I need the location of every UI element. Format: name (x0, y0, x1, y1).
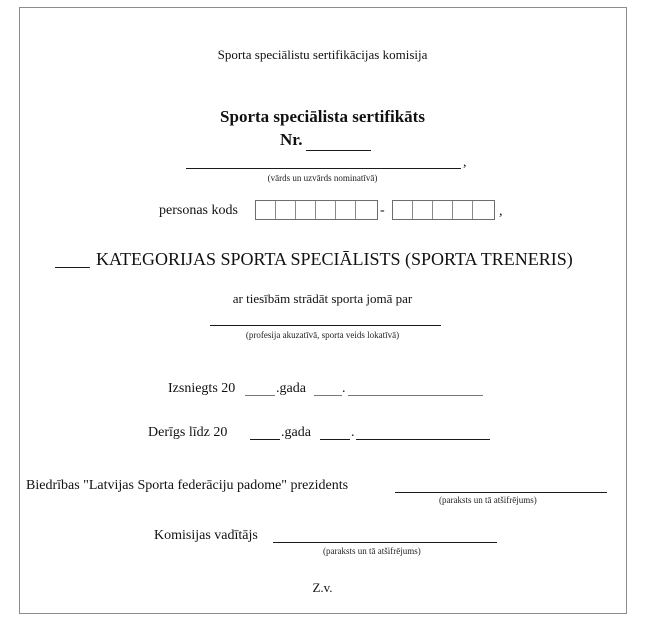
profession-line (210, 325, 441, 326)
valid-day-line (320, 439, 350, 440)
rights-text: ar tiesībām strādāt sporta jomā par (232, 291, 413, 306)
certificate-number-label: Nr. (280, 130, 303, 149)
name-line (186, 168, 461, 169)
stamp-label: Z.v. (312, 580, 333, 595)
chair-signature-hint: (paraksts un tā atšifrējums) (323, 546, 421, 556)
issued-day-line (314, 395, 342, 396)
commission-name: Sporta speciālistu sertifikācijas komisija (217, 47, 428, 62)
certificate-title: Sporta speciālista sertifikāts (220, 107, 425, 126)
personal-code-second-part[interactable] (392, 200, 495, 220)
president-signature-hint: (paraksts un tā atšifrējums) (439, 495, 537, 505)
valid-month-line (356, 439, 490, 440)
personal-code-comma: , (499, 204, 503, 219)
personal-code-digit-box[interactable] (393, 201, 413, 219)
issued-year-suffix: .gada (276, 381, 306, 396)
certificate-number-line (306, 150, 371, 151)
valid-dot: . (351, 425, 355, 440)
issued-month-line (348, 395, 483, 396)
personal-code-digit-box[interactable] (413, 201, 433, 219)
issued-prefix: Izsniegts 20 (168, 381, 236, 396)
issued-dot: . (342, 381, 346, 396)
certificate-frame (19, 7, 627, 614)
personal-code-label: personas kods (159, 203, 238, 218)
personal-code-digit-box[interactable] (336, 201, 356, 219)
valid-prefix: Derīgs līdz 20 (148, 425, 228, 440)
name-comma: , (463, 155, 467, 170)
issued-year-line (245, 395, 275, 396)
personal-code-digit-box[interactable] (433, 201, 453, 219)
personal-code-separator: - (380, 203, 385, 218)
personal-code-digit-box[interactable] (316, 201, 336, 219)
chair-label: Komisijas vadītājs (154, 528, 258, 543)
category-blank-line (55, 267, 90, 268)
valid-year-line (250, 439, 280, 440)
personal-code-digit-box[interactable] (453, 201, 473, 219)
category-line: KATEGORIJAS SPORTA SPECIĀLISTS (SPORTA TRENERIS) (96, 249, 573, 269)
chair-signature-line (273, 542, 497, 543)
personal-code-digit-box[interactable] (356, 201, 376, 219)
name-hint: (vārds un uzvārds nominatīvā) (267, 173, 378, 183)
valid-year-suffix: .gada (281, 425, 311, 440)
profession-hint: (profesija akuzatīvā, sporta veids lokatīvā) (245, 330, 400, 340)
personal-code-digit-box[interactable] (256, 201, 276, 219)
personal-code-digit-box[interactable] (473, 201, 493, 219)
president-label: Biedrības "Latvijas Sporta federāciju padome" prezidents (26, 478, 349, 493)
personal-code-digit-box[interactable] (296, 201, 316, 219)
personal-code-first-part[interactable] (255, 200, 378, 220)
president-signature-line (395, 492, 607, 493)
personal-code-digit-box[interactable] (276, 201, 296, 219)
